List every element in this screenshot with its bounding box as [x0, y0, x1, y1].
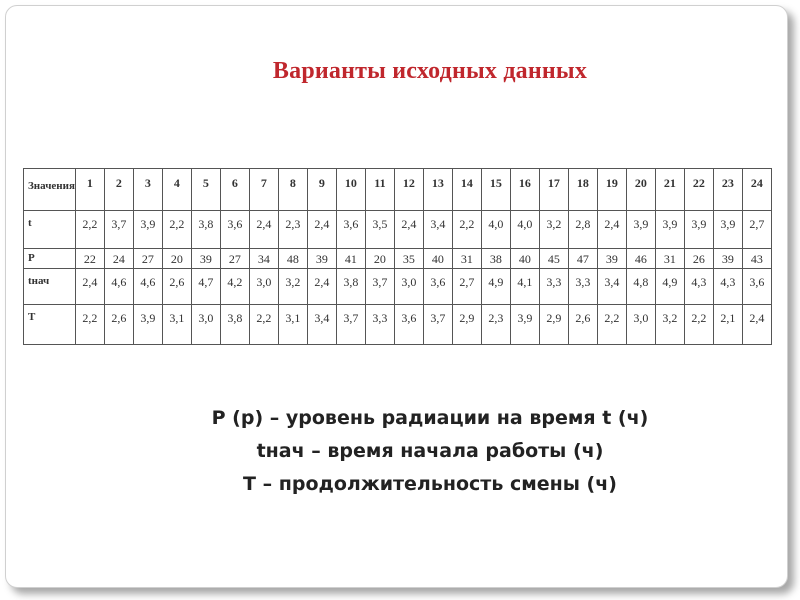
- table-row-t: [24, 211, 772, 249]
- table-cell: 3,5: [365, 211, 394, 249]
- column-header: 4: [162, 169, 191, 211]
- column-header: 22: [684, 169, 713, 211]
- row-label: T: [24, 305, 76, 345]
- table-row-p: [24, 249, 772, 269]
- table-cell: 4,9: [481, 269, 510, 305]
- table-cell: 3,9: [510, 305, 539, 345]
- table-cell: 3,3: [365, 305, 394, 345]
- table-cell: 2,4: [75, 269, 104, 305]
- table-cell: 2,4: [249, 211, 278, 249]
- table-cell: 39: [191, 249, 220, 269]
- table-cell: 3,9: [655, 211, 684, 249]
- column-header: 15: [481, 169, 510, 211]
- table-cell: 2,1: [713, 305, 742, 345]
- table-cell: 3,6: [220, 211, 249, 249]
- table-cell: 4,0: [481, 211, 510, 249]
- table-cell: 3,1: [278, 305, 307, 345]
- table-cell: 3,7: [365, 269, 394, 305]
- table-cell: 3,8: [336, 269, 365, 305]
- table-cell: 2,2: [75, 305, 104, 345]
- table-row-tnach: [24, 269, 772, 305]
- table-cell: 3,4: [307, 305, 336, 345]
- table-cell: 47: [568, 249, 597, 269]
- column-header: 3: [133, 169, 162, 211]
- table-cell: 46: [626, 249, 655, 269]
- table-cell: 2,2: [597, 305, 626, 345]
- table-cell: 41: [336, 249, 365, 269]
- table-cell: 4,6: [133, 269, 162, 305]
- column-header: 2: [104, 169, 133, 211]
- table-cell: 2,6: [104, 305, 133, 345]
- table-cell: 3,0: [191, 305, 220, 345]
- table-cell: 2,2: [75, 211, 104, 249]
- table-cell: 39: [713, 249, 742, 269]
- table-cell: 4,1: [510, 269, 539, 305]
- table-cell: 4,3: [713, 269, 742, 305]
- table-cell: 40: [510, 249, 539, 269]
- table-cell: 43: [742, 249, 771, 269]
- table-cell: 2,2: [684, 305, 713, 345]
- column-header: 14: [452, 169, 481, 211]
- column-header: 9: [307, 169, 336, 211]
- table-cell: 3,7: [336, 305, 365, 345]
- table-cell: 2,9: [539, 305, 568, 345]
- table-cell: 2,4: [307, 211, 336, 249]
- column-header: 24: [742, 169, 771, 211]
- table-cell: 4,8: [626, 269, 655, 305]
- table-header-row: [24, 169, 772, 211]
- table-row-T: [24, 305, 772, 345]
- variants-table: [23, 168, 772, 345]
- table-cell: 22: [75, 249, 104, 269]
- table-cell: 4,0: [510, 211, 539, 249]
- table-cell: 3,2: [539, 211, 568, 249]
- table-cell: 3,8: [220, 305, 249, 345]
- table-cell: 2,3: [278, 211, 307, 249]
- table-cell: 24: [104, 249, 133, 269]
- table-cell: 48: [278, 249, 307, 269]
- table-cell: 3,0: [249, 269, 278, 305]
- table-cell: 3,6: [336, 211, 365, 249]
- table-cell: 4,3: [684, 269, 713, 305]
- column-header: 7: [249, 169, 278, 211]
- table-cell: 3,9: [133, 211, 162, 249]
- table-cell: 3,9: [713, 211, 742, 249]
- table-cell: 3,8: [191, 211, 220, 249]
- table-cell: 3,6: [423, 269, 452, 305]
- slide-title: Варианты исходных данных: [272, 58, 588, 84]
- row-label: P: [24, 249, 76, 269]
- table-cell: 3,1: [162, 305, 191, 345]
- table-cell: 3,9: [626, 211, 655, 249]
- table-cell: 3,2: [278, 269, 307, 305]
- row-label: tнач: [24, 269, 76, 305]
- table-cell: 4,6: [104, 269, 133, 305]
- table-cell: 31: [655, 249, 684, 269]
- table-cell: 38: [481, 249, 510, 269]
- column-header: 23: [713, 169, 742, 211]
- column-header: 11: [365, 169, 394, 211]
- table-cell: 3,0: [394, 269, 423, 305]
- column-header: 17: [539, 169, 568, 211]
- legend-line-start-time: tнач – время начала работы (ч): [256, 440, 604, 462]
- column-header: 19: [597, 169, 626, 211]
- column-header: 21: [655, 169, 684, 211]
- table-cell: 2,7: [742, 211, 771, 249]
- table-cell: 3,4: [423, 211, 452, 249]
- table-cell: 2,8: [568, 211, 597, 249]
- table-cell: 3,3: [568, 269, 597, 305]
- table-cell: 27: [220, 249, 249, 269]
- table-cell: 20: [162, 249, 191, 269]
- table-cell: 2,4: [394, 211, 423, 249]
- column-header: 8: [278, 169, 307, 211]
- table-cell: 31: [452, 249, 481, 269]
- table-cell: 39: [597, 249, 626, 269]
- table-cell: 34: [249, 249, 278, 269]
- table-cell: 3,9: [133, 305, 162, 345]
- table-cell: 3,6: [742, 269, 771, 305]
- table-cell: 2,2: [249, 305, 278, 345]
- column-header: 13: [423, 169, 452, 211]
- table-cell: 3,4: [597, 269, 626, 305]
- table-cell: 3,7: [104, 211, 133, 249]
- column-header: 18: [568, 169, 597, 211]
- column-header: 1: [75, 169, 104, 211]
- row-label: t: [24, 211, 76, 249]
- table-cell: 3,9: [684, 211, 713, 249]
- table-cell: 3,3: [539, 269, 568, 305]
- table-cell: 2,9: [452, 305, 481, 345]
- table-cell: 2,6: [162, 269, 191, 305]
- table-cell: 2,6: [568, 305, 597, 345]
- table-cell: 2,4: [742, 305, 771, 345]
- table-cell: 40: [423, 249, 452, 269]
- table-cell: 27: [133, 249, 162, 269]
- table-cell: 45: [539, 249, 568, 269]
- column-header: 12: [394, 169, 423, 211]
- column-header: 5: [191, 169, 220, 211]
- table-cell: 20: [365, 249, 394, 269]
- table-cell: 4,9: [655, 269, 684, 305]
- table-cell: 4,2: [220, 269, 249, 305]
- column-header: 6: [220, 169, 249, 211]
- table-cell: 3,0: [626, 305, 655, 345]
- column-header: 20: [626, 169, 655, 211]
- table-cell: 3,6: [394, 305, 423, 345]
- table-cell: 2,4: [597, 211, 626, 249]
- column-header: 16: [510, 169, 539, 211]
- table-cell: 39: [307, 249, 336, 269]
- table-cell: 26: [684, 249, 713, 269]
- table-cell: 35: [394, 249, 423, 269]
- table-cell: 2,4: [307, 269, 336, 305]
- legend-line-shift-duration: T – продолжительность смены (ч): [243, 473, 617, 495]
- table-cell: 4,7: [191, 269, 220, 305]
- table-cell: 2,7: [452, 269, 481, 305]
- table-cell: 2,2: [162, 211, 191, 249]
- column-header: 10: [336, 169, 365, 211]
- legend-line-radiation: P (р) – уровень радиации на время t (ч): [211, 407, 649, 429]
- table-cell: 3,7: [423, 305, 452, 345]
- header-label-cell: Значения: [24, 169, 76, 211]
- table-cell: 2,2: [452, 211, 481, 249]
- table-cell: 3,2: [655, 305, 684, 345]
- table-cell: 2,3: [481, 305, 510, 345]
